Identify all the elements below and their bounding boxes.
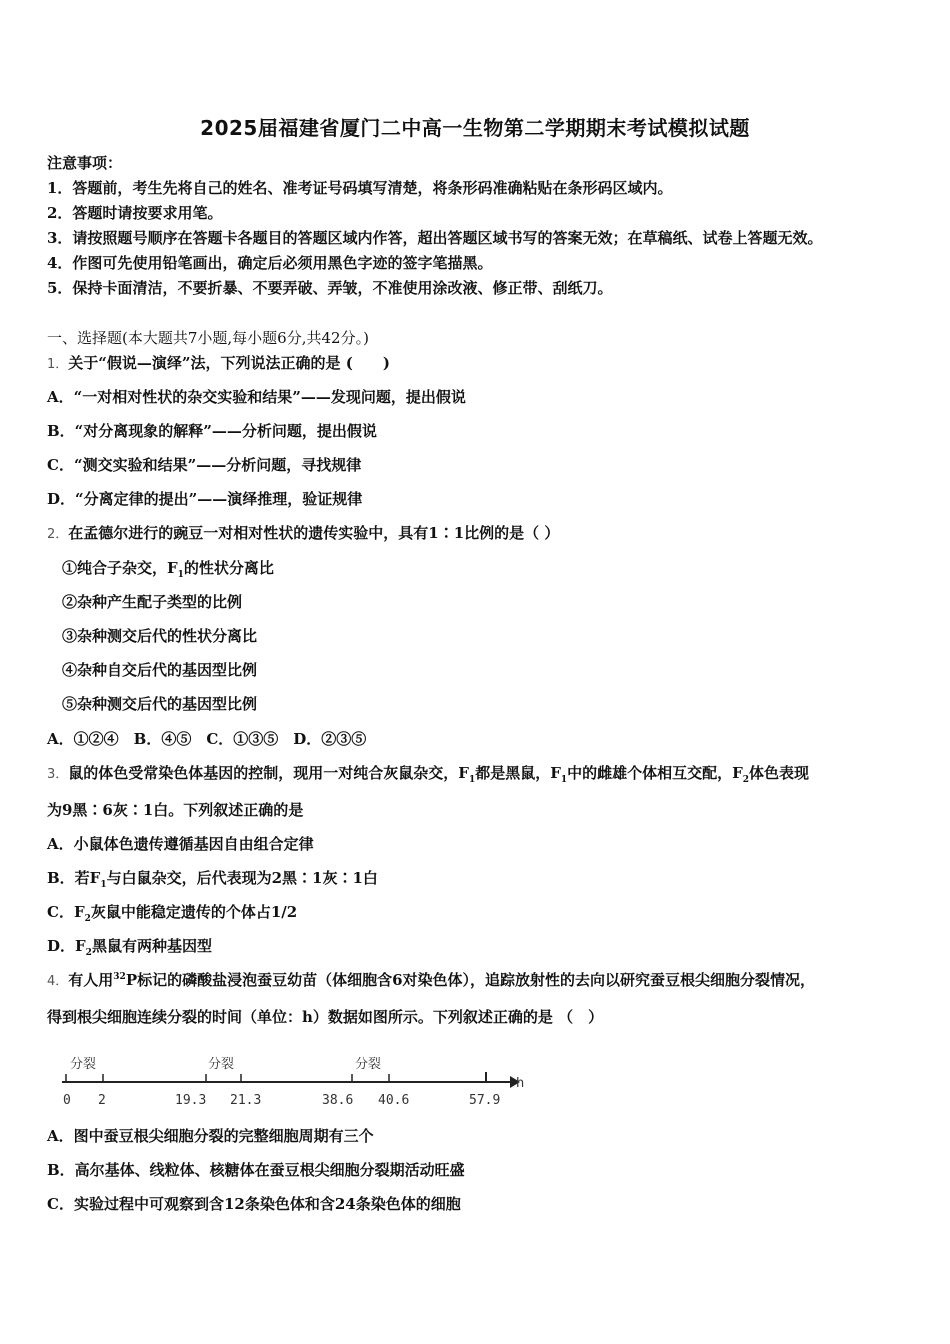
axis-unit: h bbox=[516, 1076, 525, 1091]
notice-item: 4．作图可先使用铅笔画出，确定后必须用黑色字迹的签字笔描黑。 bbox=[47, 254, 493, 272]
statement-3: ③杂种测交后代的性状分离比 bbox=[62, 627, 258, 645]
tick-label: 0 bbox=[63, 1093, 71, 1108]
question-number: 1． bbox=[47, 357, 69, 372]
notice-heading: 注意事项： bbox=[47, 154, 123, 172]
tick-label: 2 bbox=[98, 1093, 106, 1108]
option-b: B．高尔基体、线粒体、核糖体在蚕豆根尖细胞分裂期活动旺盛 bbox=[47, 1161, 465, 1179]
question-stem: 关于“假说—演绎”法，下列说法正确的是 ( ) bbox=[68, 354, 390, 372]
option-a: A．“一对相对性状的杂交实验和结果”——发现问题，提出假说 bbox=[47, 388, 466, 406]
question-1 bbox=[47, 352, 390, 373]
option-b: B．若$F_1$与白鼠杂交，后代表现为2黑∶1灰∶1白 bbox=[47, 869, 378, 890]
question-3-line2: 为9黑∶6灰∶1白。下列叙述正确的是 bbox=[47, 801, 304, 819]
question-2 bbox=[47, 522, 559, 543]
statement-1: ①纯合子杂交，$F_1$的性状分离比 bbox=[62, 559, 274, 580]
cell-cycle-timeline bbox=[58, 1052, 538, 1108]
tick-label: 57.9 bbox=[469, 1093, 501, 1108]
q2-options: A．①②④ B．④⑤ C．①③⑤ D．②③⑤ bbox=[47, 730, 367, 748]
section-heading: 一、选择题(本大题共7小题,每小题6分,共42分。) bbox=[47, 329, 369, 347]
statement-4: ④杂种自交后代的基因型比例 bbox=[62, 661, 258, 679]
statement-5: ⑤杂种测交后代的基因型比例 bbox=[62, 695, 258, 713]
tick-label: 38.6 bbox=[322, 1093, 354, 1108]
tick-label: 19.3 bbox=[175, 1093, 207, 1108]
option-d: D．“分离定律的提出”——演绎推理，验证规律 bbox=[47, 490, 363, 508]
division-label: 分裂 bbox=[355, 1057, 382, 1072]
tick-label: 21.3 bbox=[230, 1093, 262, 1108]
statement-2: ②杂种产生配子类型的比例 bbox=[62, 593, 243, 611]
question-3: 3．鼠的体色受常染色体基因的控制，现用一对纯合灰鼠杂交，$F_1$都是黑鼠，$F_1$中的雌雄个体相互交配，$F_2$体色表现 bbox=[47, 764, 810, 785]
option-a: A．小鼠体色遗传遵循基因自由组合定律 bbox=[47, 835, 314, 853]
option-c: C．$F_2$灰鼠中能稳定遗传的个体占1/2 bbox=[47, 903, 298, 924]
notice-item: 2．答题时请按要求用笔。 bbox=[47, 204, 223, 222]
notice-item: 1．答题前，考生先将自己的姓名、准考证号码填写清楚，将条形码准确粘贴在条形码区域内。 bbox=[47, 179, 673, 197]
option-a: A．图中蚕豆根尖细胞分裂的完整细胞周期有三个 bbox=[47, 1127, 374, 1145]
tick-label: 40.6 bbox=[378, 1093, 410, 1108]
notice-item: 5．保持卡面清洁，不要折暴、不要弄破、弄皱，不准使用涂改液、修正带、刮纸刀。 bbox=[47, 279, 613, 297]
question-4-line2: 得到根尖细胞连续分裂的时间（单位：h）数据如图所示。下列叙述正确的是 （ ） bbox=[47, 1008, 604, 1026]
notice-item: 3．请按照题号顺序在答题卡各题目的答题区域内作答，超出答题区域书写的答案无效；在草稿纸、试卷上答题无效。 bbox=[47, 229, 823, 247]
division-label: 分裂 bbox=[208, 1057, 235, 1072]
option-c: C．“测交实验和结果”——分析问题，寻找规律 bbox=[47, 456, 362, 474]
option-d: D．$F_2$黑鼠有两种基因型 bbox=[47, 937, 212, 958]
division-label: 分裂 bbox=[70, 1057, 97, 1072]
question-stem: 在孟德尔进行的豌豆一对相对性状的遗传实验中，具有1∶1比例的是（ ） bbox=[68, 524, 560, 542]
question-4: 4．有人用$^{32}$P标记的磷酸盐浸泡蚕豆幼苗（体细胞含6对染色体），追踪放射性的去向以研究蚕豆根尖细胞分裂情况， bbox=[47, 971, 816, 989]
option-c: C．实验过程中可观察到含12条染色体和含24条染色体的细胞 bbox=[47, 1195, 461, 1213]
question-number: 2． bbox=[47, 527, 69, 542]
page-title: 2025届福建省厦门二中高一生物第二学期期末考试模拟试题 bbox=[200, 116, 750, 140]
option-b: B．“对分离现象的解释”——分析问题，提出假说 bbox=[47, 422, 377, 440]
